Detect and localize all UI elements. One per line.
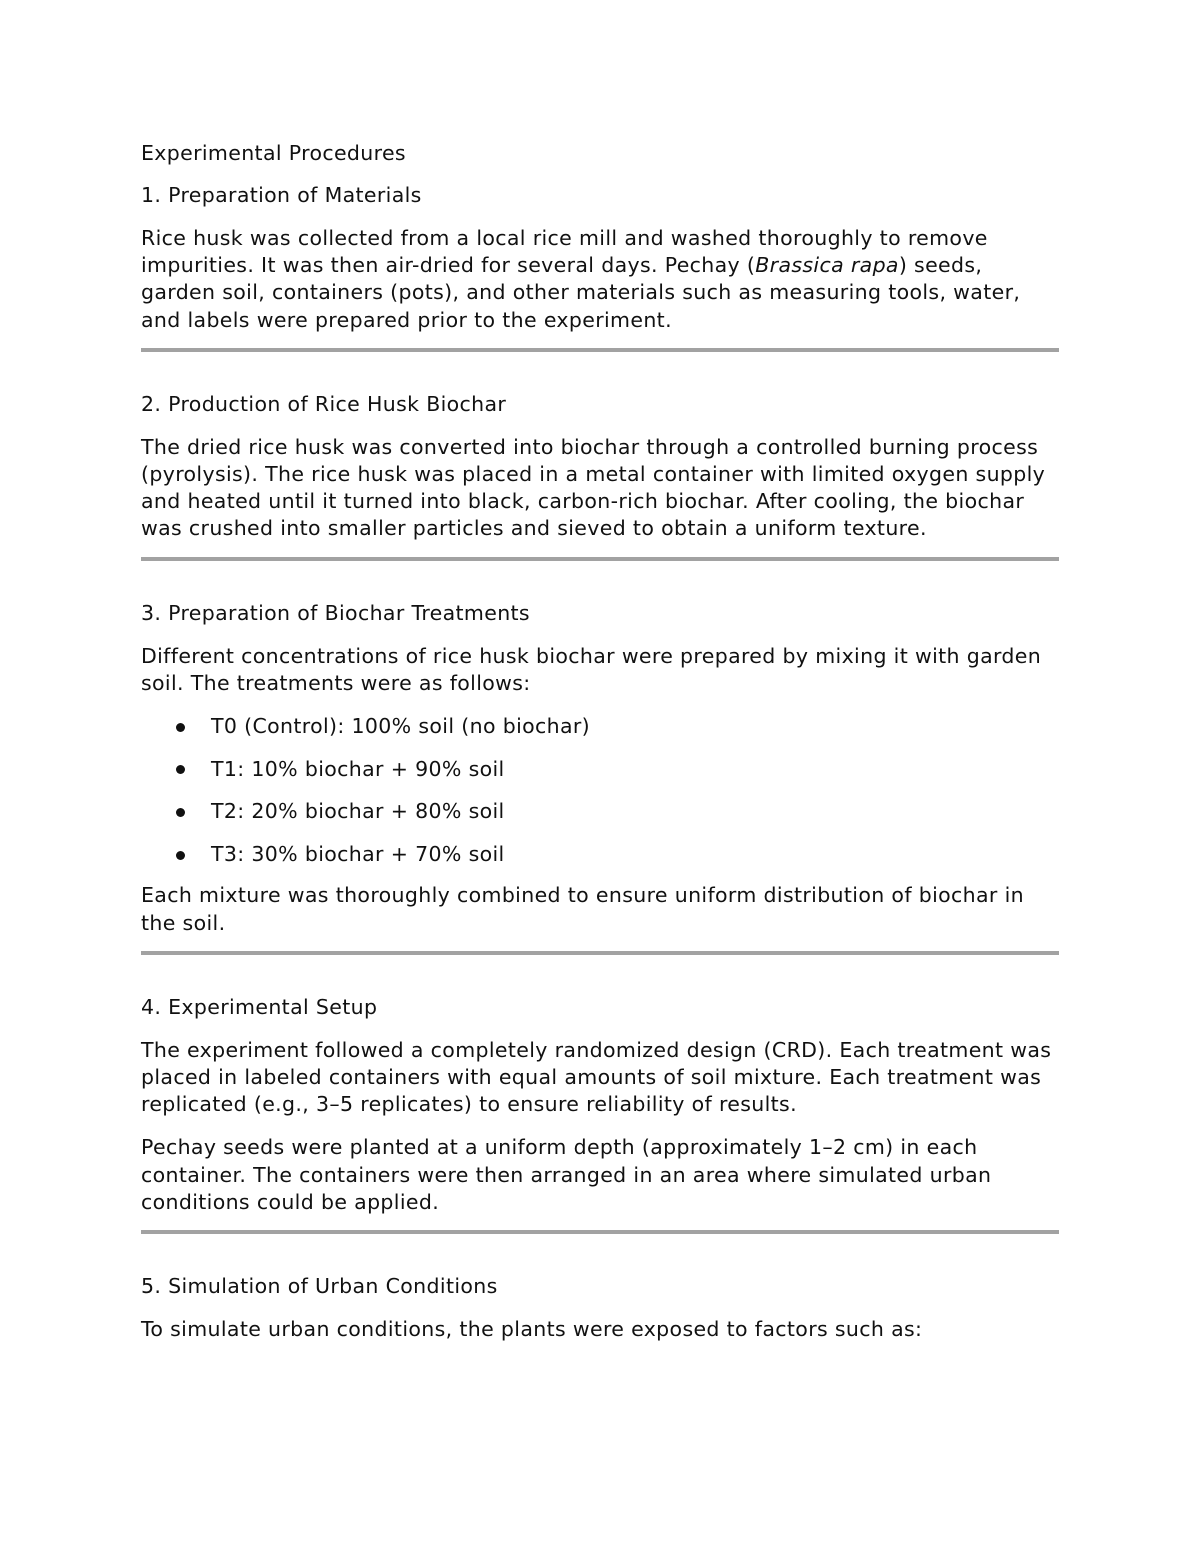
section-heading: 1. Preparation of Materials xyxy=(141,183,422,207)
section-paragraph: Different concentrations of rice husk biochar were prepared by mixing it with garden soil. The treatments were as follows: xyxy=(141,643,1042,695)
list-item-text: T3: 30% biochar + 70% soil xyxy=(211,842,505,867)
section-paragraph: The experiment followed a completely randomized design (CRD). Each treatment was placed in labeled containers with equal amounts of soil mixture. Each treatment was replicated (e.g., 3–5 replicates) to ensure reliability of results. xyxy=(141,1037,1052,1117)
list-item-text: T0 (Control): 100% soil (no biochar) xyxy=(211,714,591,739)
list-item xyxy=(141,713,1059,740)
section-heading: 2. Production of Rice Husk Biochar xyxy=(141,391,507,416)
section-paragraph: Pechay seeds were planted at a uniform depth (approximately 1–2 cm) in each container. The containers were then arranged in an area where simulated urban conditions could be applied. xyxy=(141,1135,992,1214)
list-item xyxy=(141,756,1059,783)
paragraph-text: Rice husk was collected from a local rice mill and washed thoroughly to remove impurities. It was then air-dried for several days. Pechay ( xyxy=(141,226,988,278)
section-paragraph xyxy=(141,225,1059,334)
list-item-text: T2: 20% biochar + 80% soil xyxy=(211,799,505,824)
section-production-of-biochar xyxy=(141,390,1059,543)
section-divider xyxy=(141,348,1059,352)
document-body xyxy=(141,139,1059,1343)
treatment-list xyxy=(141,713,1059,868)
section-divider xyxy=(141,1230,1059,1234)
section-experimental-setup xyxy=(141,993,1059,1216)
section-paragraph: To simulate urban conditions, the plants were exposed to factors such as: xyxy=(141,1316,923,1341)
section-divider xyxy=(141,951,1059,955)
section-paragraph: The dried rice husk was converted into biochar through a controlled burning process (pyrolysis). The rice husk was placed in a metal container with limited oxygen supply and heated until it turned into black, carbon-rich biochar. After cooling, the biochar was crushed into smaller particles and sieved to obtain a uniform texture. xyxy=(141,434,1046,541)
document-title: Experimental Procedures xyxy=(141,141,406,165)
section-heading: 3. Preparation of Biochar Treatments xyxy=(141,600,530,625)
list-item xyxy=(141,798,1059,825)
list-item-text: T1: 10% biochar + 90% soil xyxy=(211,756,505,781)
section-biochar-treatments xyxy=(141,599,1059,937)
bullet-icon xyxy=(176,765,185,774)
section-urban-conditions xyxy=(141,1272,1059,1343)
bullet-icon xyxy=(176,851,185,860)
section-paragraph: Each mixture was thoroughly combined to ensure uniform distribution of biochar in the soil. xyxy=(141,883,1024,935)
section-divider xyxy=(141,557,1059,561)
paragraph-text: ) seeds, garden soil, containers (pots), and other materials such as measuring tools, water, and labels were prepared prior to the experiment. xyxy=(141,253,1021,332)
bullet-icon xyxy=(176,808,185,817)
scientific-name: Brassica rapa xyxy=(755,253,899,278)
list-item xyxy=(141,841,1059,868)
section-heading: 4. Experimental Setup xyxy=(141,994,378,1019)
section-preparation-of-materials xyxy=(141,181,1059,334)
section-heading: 5. Simulation of Urban Conditions xyxy=(141,1273,498,1298)
bullet-icon xyxy=(176,723,185,732)
